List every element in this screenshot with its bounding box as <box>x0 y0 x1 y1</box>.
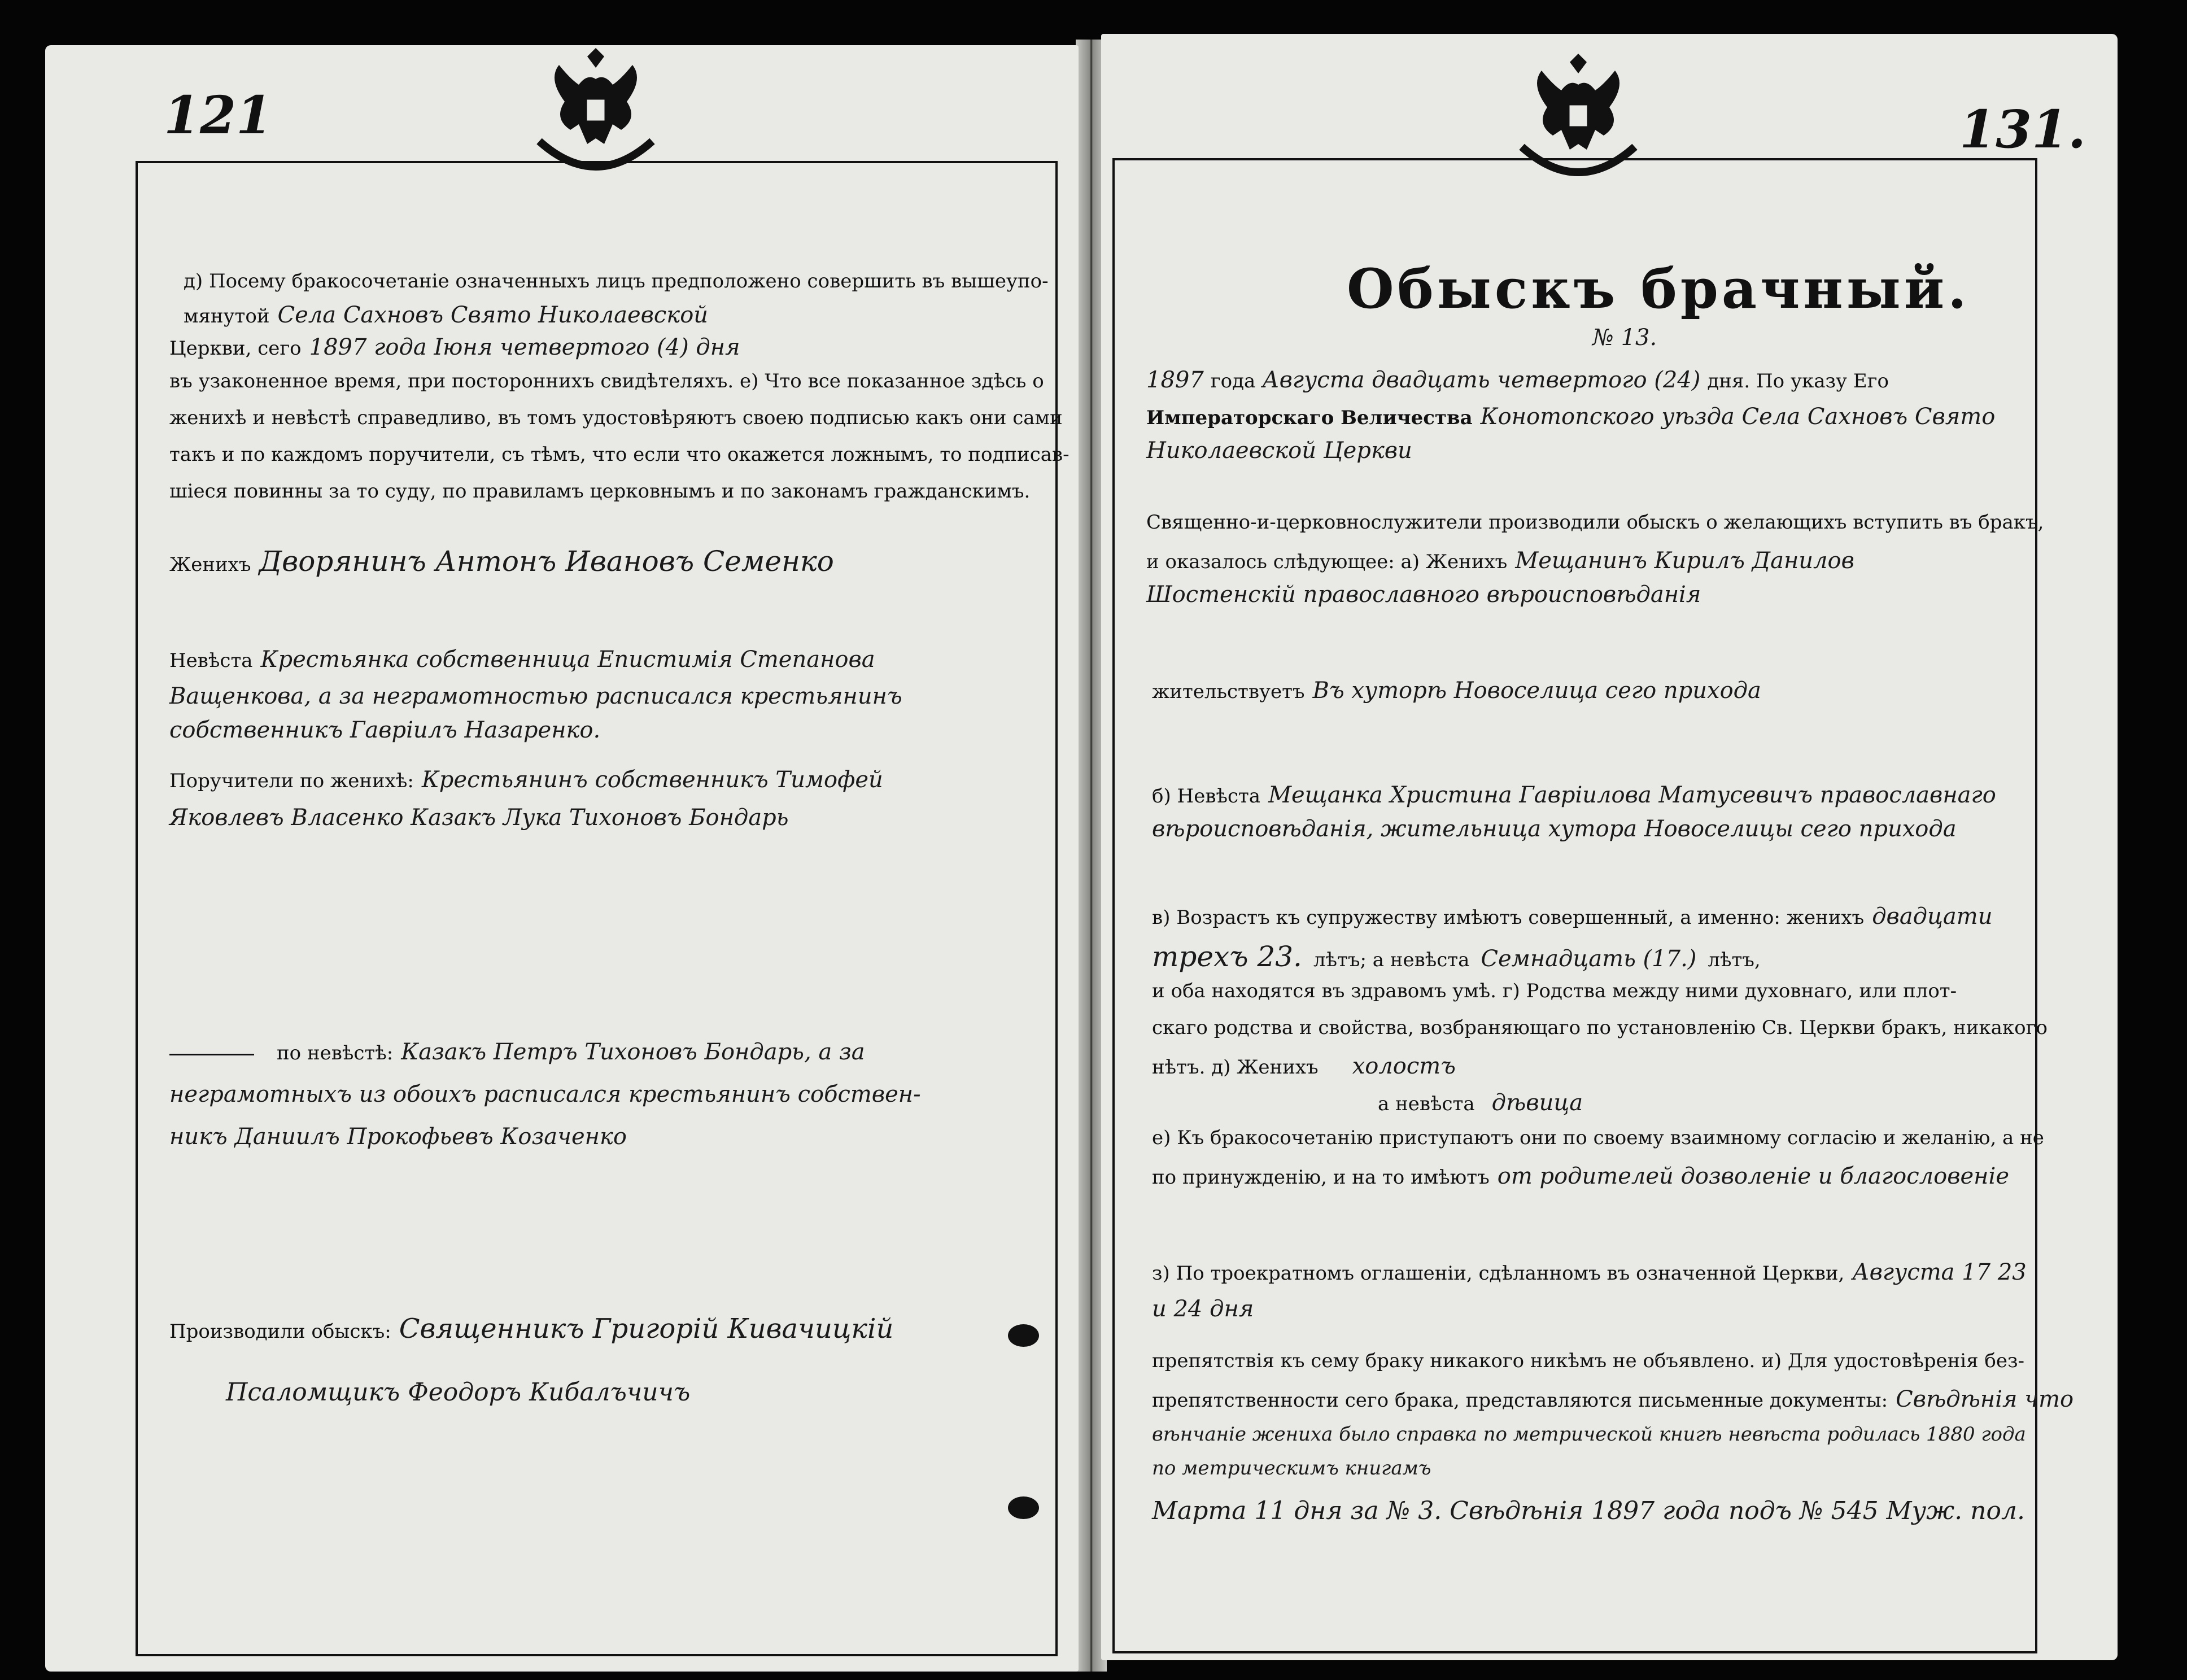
print-text: нѣтъ. д) Женихъ <box>1152 1056 1319 1079</box>
para-z-line-3: препятствiя къ сему браку никакого никѣмъ не объявлено. и) Для удостовѣренiя без- <box>1152 1350 2025 1372</box>
double-headed-eagle-emblem <box>1508 51 1649 186</box>
right-page-number: 131. <box>1959 99 2086 160</box>
para-b-line-1 <box>1152 782 1996 808</box>
handwritten-church-2: Николаевской Церкви <box>1146 438 1412 464</box>
print-text: а невѣста <box>1378 1093 1475 1115</box>
handwritten-consent: от родителей дозволенiе и благословенiе <box>1497 1163 2009 1189</box>
handwritten-banns-dates: Августа 17 23 <box>1852 1259 2027 1285</box>
print-text: Церкви, сего <box>169 337 302 360</box>
print-text: лѣтъ, <box>1708 949 1761 971</box>
left-para-d-line-2 <box>184 302 708 328</box>
guarantors-groom-names-2: Яковлевъ Власенко Казакъ Лука Тихоновъ Бондарь <box>169 805 789 831</box>
guarantors-bride-label: по невѣстѣ: <box>277 1042 394 1064</box>
left-para-d-line-7: шiеся повинны за то суду, по правиламъ церковнымъ и по законамъ гражданскимъ. <box>169 480 1031 503</box>
para-v-line-5 <box>1152 1053 1456 1079</box>
print-text: дня. По указу Его <box>1707 370 1889 392</box>
para-v-line-4: скаго родства и свойства, возбраняющаго по установленiю Св. Церкви бракъ, никакого <box>1152 1016 2048 1039</box>
psalmist-signature: Псаломщикъ Феодоръ Кибалъчичъ <box>226 1378 691 1407</box>
ink-mark <box>1008 1324 1039 1347</box>
handwritten-date: 1897 года Iюня четвертого (4) дня <box>309 334 740 360</box>
handwritten-bride-2: вѣроисповѣданiя, жительница хутора Новоселицы сего прихода <box>1152 816 1957 842</box>
dash-line <box>169 1054 254 1055</box>
para-v-line-6 <box>1378 1090 1583 1116</box>
handwritten-groom: Мещанинъ Кирилъ Данилов <box>1515 548 1854 574</box>
print-text: по принужденiю, и на то имѣютъ <box>1152 1166 1490 1189</box>
left-para-d-line-5: женихѣ и невѣстѣ справедливо, въ томъ удостовѣряютъ своею подписью какъ они сами <box>169 407 1063 429</box>
handwritten-bride-age: Семнадцать (17.) <box>1481 946 1697 972</box>
groom-name: Дворянинъ Антонъ Ивановъ Семенко <box>259 545 834 578</box>
left-para-d-line-3 <box>169 334 740 360</box>
handwritten-documents-4: Марта 11 дня за № 3. Свѣдѣнiя 1897 года подъ № 545 Муж. пол. <box>1152 1496 2025 1525</box>
para-z-line-4 <box>1152 1386 2073 1412</box>
groom-label: Женихъ <box>169 553 251 576</box>
guarantors-groom-label: Поручители по женихѣ: <box>169 770 414 792</box>
left-para-d-line-1: д) Посему бракосочетанiе означенныхъ лицъ предположено совершить въ вышеупо- <box>184 270 1049 293</box>
para-v-line-1 <box>1152 904 1992 930</box>
print-text: Императорскаго Величества <box>1146 407 1473 429</box>
handwritten-banns-dates-2: и 24 дня <box>1152 1296 1254 1322</box>
para-e-line-2 <box>1152 1163 2009 1189</box>
handwritten-groom-age-2: трехъ 23. <box>1152 940 1302 973</box>
para-e-line-1: е) Къ бракосочетанiю приступаютъ они по своему взаимному согласiю и желанiю, а не <box>1152 1127 2044 1149</box>
para-v-line-3: и оба находятся въ здравомъ умѣ. г) Родства между ними духовнаго, или плот- <box>1152 980 1957 1002</box>
handwritten-date: Августа двадцать четвертого (24) <box>1262 367 1701 393</box>
record-number: № 13. <box>1592 325 1657 351</box>
handwritten-groom-status: холостъ <box>1352 1053 1456 1079</box>
print-text: в) Возрастъ къ супружеству имѣютъ совершенный, а именно: женихъ <box>1152 906 1865 929</box>
handwritten-church: Конотопского уѣзда Села Сахновъ Свято <box>1480 404 1996 430</box>
conducted-line-1 <box>169 1313 893 1345</box>
print-text: лѣтъ; а невѣста <box>1313 949 1470 971</box>
handwritten-bride-status: дѣвица <box>1491 1090 1583 1116</box>
guarantors-bride-names-1: Казакъ Петръ Тихоновъ Бондарь, а за <box>401 1039 865 1065</box>
left-para-d-line-6: такъ и по каждомъ поручители, съ тѣмъ, что если что окажется ложнымъ, то подписав- <box>169 443 1070 466</box>
bride-entry-line-1 <box>169 647 875 673</box>
left-para-d-line-4: въ узаконенное время, при постороннихъ свидѣтеляхъ. е) Что все показанное здѣсь о <box>169 370 1044 392</box>
bride-line-1: Крестьянка собственница Епистимiя Степанова <box>260 647 875 673</box>
para-v-line-2 <box>1152 940 1761 973</box>
ink-mark <box>1008 1496 1039 1519</box>
double-headed-eagle-emblem <box>525 45 666 181</box>
guarantors-bride-names-3: никъ Даниилъ Прокофьевъ Козаченко <box>169 1124 627 1150</box>
residence-line <box>1152 678 1761 704</box>
print-text: б) Невѣста <box>1152 785 1261 808</box>
groom-entry <box>169 545 834 578</box>
bride-label: Невѣста <box>169 649 253 672</box>
handwritten-documents-3: по метрическимъ книгамъ <box>1152 1457 1431 1480</box>
guarantors-bride-line-1 <box>169 1039 865 1065</box>
priest-signature: Священникъ Григорiй Кивачицкiй <box>399 1313 894 1345</box>
intro-line-1 <box>1146 367 1889 393</box>
intro-line-2 <box>1146 404 1995 430</box>
bride-line-3: собственникъ Гаврiилъ Назаренко. <box>169 717 601 743</box>
print-text: и оказалось слѣдующее: а) Женихъ <box>1146 551 1508 573</box>
handwritten-church: Села Сахновъ Свято Николаевской <box>277 302 709 328</box>
handwritten-documents: Свѣдѣнiя что <box>1896 1386 2074 1412</box>
guarantors-groom-line-1 <box>169 767 883 793</box>
para-a-line-1: Священно-и-церковнослужители производили обыскъ о желающихъ вступить въ бракъ, <box>1146 511 2044 534</box>
para-z-line-1 <box>1152 1259 2027 1285</box>
handwritten-groom-age: двадцати <box>1872 904 1993 930</box>
guarantors-groom-names-1: Крестьянинъ собственникъ Тимофей <box>421 767 883 793</box>
handwritten-groom-faith: Шостенскiй православного вѣроисповѣданiя <box>1146 582 1701 608</box>
handwritten-year: 1897 <box>1146 367 1204 393</box>
document-title: Обыскъ брачный. <box>1347 257 1970 321</box>
bride-line-2: Ващенкова, а за неграмотностью расписался крестьянинъ <box>169 683 902 709</box>
print-text: мянутой <box>184 305 270 328</box>
conducted-label: Производили обыскъ: <box>169 1320 391 1343</box>
handwritten-documents-2: вѣнчанiе жениха было справка по метрической книгѣ невѣста родилась 1880 года <box>1152 1423 2026 1446</box>
left-page-number: 121 <box>164 85 273 146</box>
residence-label: жительствуетъ <box>1152 680 1305 703</box>
guarantors-bride-names-2: неграмотныхъ из обоихъ расписался крестьянинъ собствен- <box>169 1081 921 1107</box>
print-text: з) По троекратномъ оглашенiи, сдѣланномъ въ означенной Церкви, <box>1152 1262 1845 1285</box>
print-text: года <box>1210 370 1256 392</box>
print-text: препятственности сего брака, представляются письменные документы: <box>1152 1389 1888 1412</box>
handwritten-bride: Мещанка Христина Гаврiилова Матусевичъ православнаго <box>1268 782 1996 808</box>
para-a-line-2 <box>1146 548 1854 574</box>
residence-value: Въ хуторѣ Новоселица сего прихода <box>1312 678 1761 704</box>
